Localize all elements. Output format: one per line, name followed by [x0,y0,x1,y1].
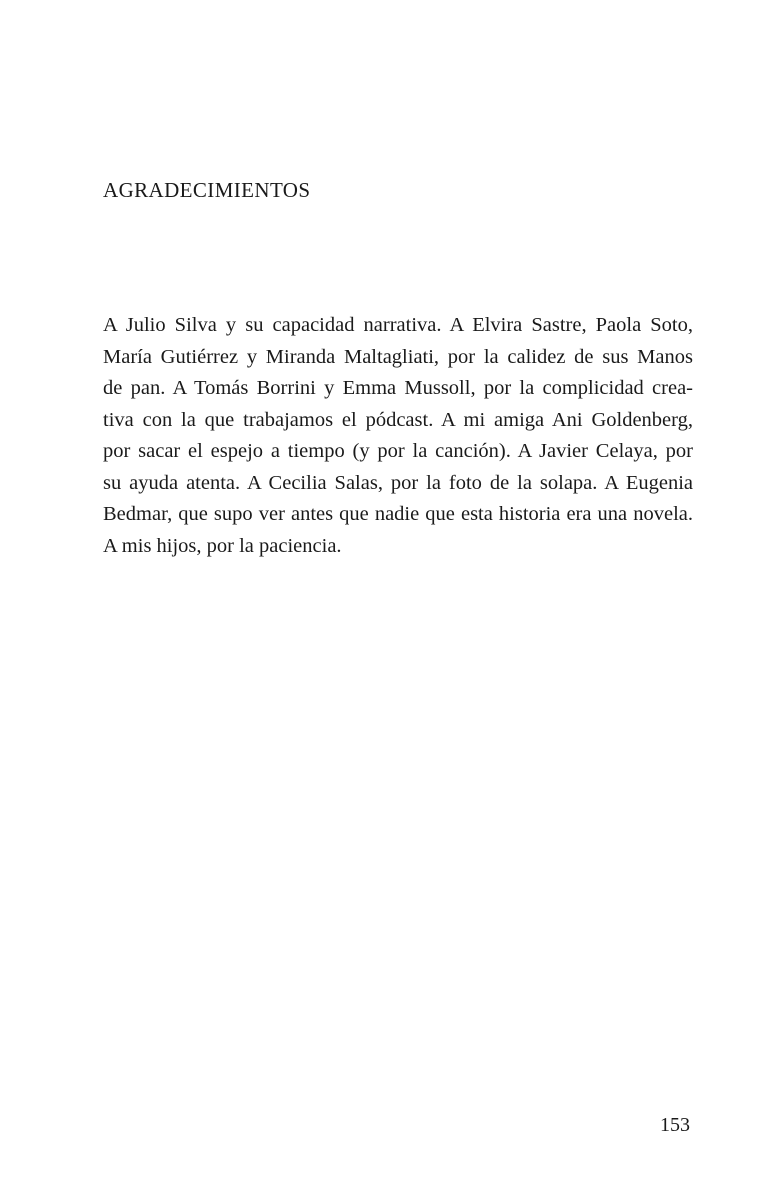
paragraph-line: tiva con la que trabajamos el pódcast. A mi amiga Ani Goldenberg, [103,408,693,431]
paragraph-line: por sacar el espejo a tiempo (y por la canción). A Javier Celaya, por [103,440,693,462]
paragraph-line: Bedmar, que supo ver antes que nadie que esta historia era una novela. [103,503,693,525]
paragraph-line: de pan. A Tomás Borrini y Emma Mussoll, por la complicidad crea- [103,377,693,399]
paragraph-line: María Gutiérrez y Miranda Maltagliati, por la calidez de sus Manos [103,345,693,368]
acknowledgements-paragraph [103,310,693,562]
paragraph-line: su ayuda atenta. A Cecilia Salas, por la foto de la solapa. A Eugenia [103,471,693,494]
section-heading: AGRADECIMIENTOS [103,178,311,202]
paragraph-line: A Julio Silva y su capacidad narrativa. A Elvira Sastre, Paola Soto, [103,314,693,336]
page-number: 153 [660,1114,690,1136]
paragraph-line: A mis hijos, por la paciencia. [103,534,342,557]
